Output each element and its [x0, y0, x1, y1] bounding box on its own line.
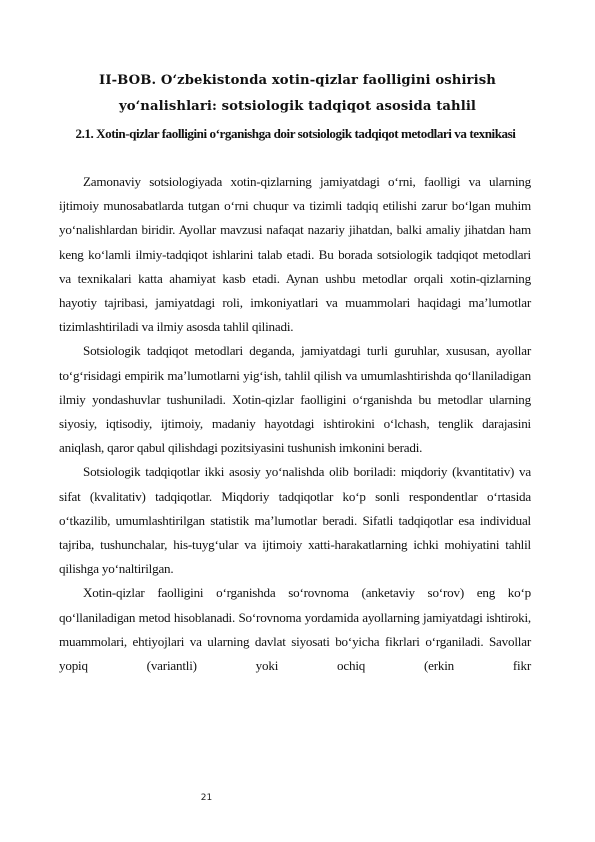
chapter-title-line-1: II-BOB. O‘zbekistonda xotin-qizlar faolligini oshirish [99, 73, 496, 88]
section-title: 2.1. Xotin-qizlar faolligini o‘rganishga doir sotsiologik tadqiqot metodlari va texnikasi [75, 126, 516, 141]
paragraph-3: Sotsiologik tadqiqotlar ikki asosiy yo‘nalishda olib boriladi: miqdoriy (kvantitativ) va sifat (kvalitativ) tadqiqotlar. Miqdoriy tadqiqotlar ko‘p sonli respondentlar o‘rtasida o‘tkazilib, umumlashtirilgan statistik ma’lumotlar beradi. Sifatli tadqiqotlar esa individual tajriba, tushunchalar, his-tuyg‘ular va ijtimoiy xatti-harakatlarning ichki mohiyatini tahlil qilishga yo‘naltirilgan. [59, 464, 531, 577]
chapter-title-line-2: yo‘nalishlari: sotsiologik tadqiqot asosida tahlil [118, 99, 477, 114]
page-number-text: 21 [200, 793, 213, 803]
paragraph-4: Xotin-qizlar faolligini o‘rganishda so‘rovnoma (anketaviy so‘rov) eng ko‘p qo‘llaniladigan metod hisoblanadi. So‘rovnoma yordamida ayollarning jamiyatdagi ishtiroki, muammolari, ehtiyojlari va ularning davlat siyosati bo‘yicha fikrlari o‘rganiladi. Savollar yopiq (variantli) yoki ochiq (erkin fikr [59, 585, 531, 674]
body-text [59, 170, 531, 678]
paragraph-2: Sotsiologik tadqiqot metodlari deganda, jamiyatdagi turli guruhlar, xususan, ayollar to‘g‘risidagi empirik ma’lumotlarni yig‘ish, tahlil qilish va umumlashtirishda qo‘llaniladigan ilmiy yondashuvlar tushuniladi. Xotin-qizlar faolligini o‘rganishda bu metodlar ularning siyosiy, iqtisodiy, ijtimoiy, madaniy hayotdagi ishtirokini o‘lchash, tenglik darajasini aniqlash, qaror qabul qilishdagi pozitsiyasini tushunish imkonini beradi. [59, 343, 531, 456]
page-number [0, 793, 595, 803]
paragraph-1: Zamonaviy sotsiologiyada xotin-qizlarning jamiyatdagi o‘rni, faolligi va ularning ijtimoiy munosabatlarda tutgan o‘rni chuqur va tizimli tadqiq etilishi zarur bo‘lgan muhim yo‘nalishlardan biridir. Ayollar mavzusi nafaqat nazariy jihatdan, balki amaliy jihatdan ham keng ko‘lamli ilmiy-tadqiqot ishlarini talab etadi. Bu borada sotsiologik tadqiqot metodlari va texnikalari katta ahamiyat kasb etadi. Aynan ushbu metodlar orqali xotin-qizlarning hayotiy tajribasi, jamiyatdagi roli, imkoniyatlari va muammolari haqidagi ma’lumotlar tizimlashtiriladi va ilmiy asosda tahlil qilinadi. [59, 174, 531, 335]
